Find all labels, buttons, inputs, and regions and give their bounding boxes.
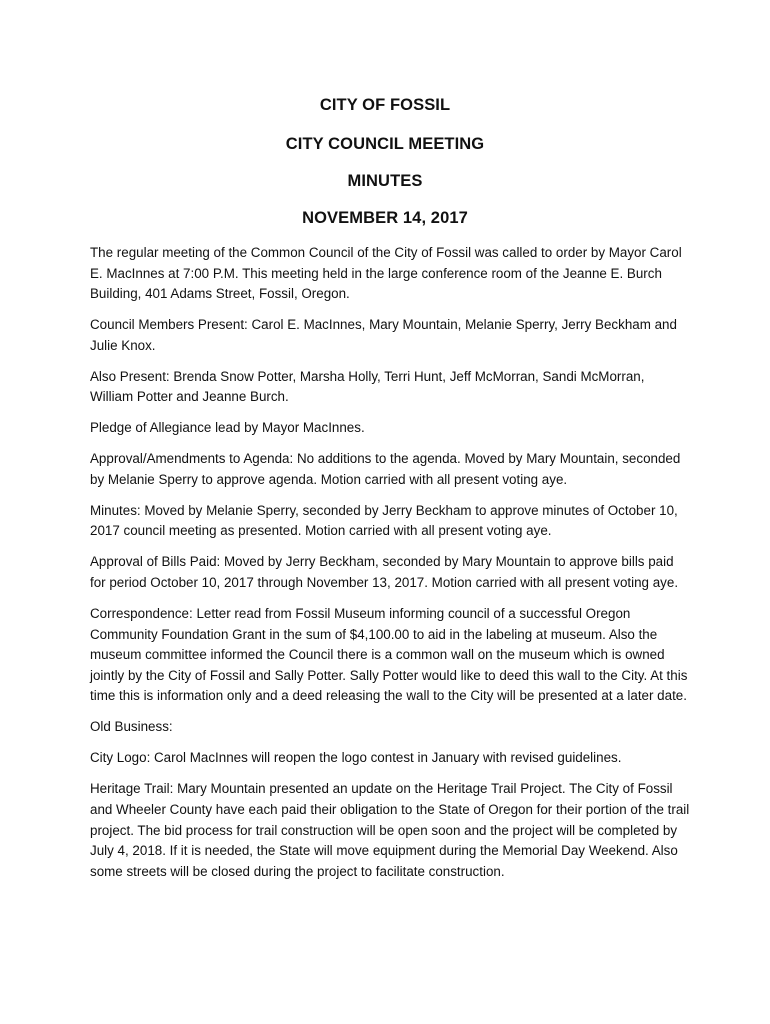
paragraph-minutes: Minutes: Moved by Melanie Sperry, seconded by Jerry Beckham to approve minutes of October 10, 2017 council meeting as presented. Motion carried with all present voting aye. [90, 502, 678, 539]
paragraph-old-business: Old Business: [90, 719, 173, 735]
minutes-body [90, 243, 690, 893]
header-city: CITY OF FOSSIL [319, 96, 451, 114]
paragraph-agenda: Approval/Amendments to Agenda: No additions to the agenda. Moved by Mary Mountain, seconded by Melanie Sperry to approve agenda. Motion carried with all present voting aye. [90, 451, 681, 487]
paragraph-pledge: Pledge of Allegiance lead by Mayor MacInnes. [90, 420, 365, 436]
paragraph-correspondence: Correspondence: Letter read from Fossil Museum informing council of a successful Oregon Community Foundation Grant in the sum of $4,100.00 to aid in the labeling at museum. Also the museum committee informed the Council there is a common wall on the museum which is owned jointly by the City of Fossil and Sally Potter. Sally Potter would like to deed this wall to the City. At this time this is information only and a deed releasing the wall to the City will be presented at a later date. [90, 606, 688, 704]
paragraph-call-to-order: The regular meeting of the Common Council of the City of Fossil was called to order by Mayor Carol E. MacInnes at 7:00 P.M. This meeting held in the large conference room of the Jeanne E. Burch Building, 401 Adams Street, Fossil, Oregon. [90, 245, 682, 302]
paragraph-members-present: Council Members Present: Carol E. MacInnes, Mary Mountain, Melanie Sperry, Jerry Beckham and Julie Knox. [90, 317, 677, 353]
paragraph-city-logo: City Logo: Carol MacInnes will reopen the logo contest in January with revised guidelines. [90, 750, 622, 766]
paragraph-bills: Approval of Bills Paid: Moved by Jerry Beckham, seconded by Mary Mountain to approve bills paid for period October 10, 2017 through November 13, 2017. Motion carried with all present voting aye. [90, 554, 679, 591]
header-minutes: MINUTES [347, 172, 423, 190]
header-meeting: CITY COUNCIL MEETING [285, 135, 485, 153]
paragraph-heritage-trail: Heritage Trail: Mary Mountain presented an update on the Heritage Trail Project. The City of Fossil and Wheeler County have each paid their obligation to the State of Oregon for their portion of the trail project. The bid process for trail construction will be open soon and the project will be completed by July 4, 2018. If it is needed, the State will move equipment during the Memorial Day Weekend. Also some streets will be closed during the project to facilitate construction. [90, 781, 690, 879]
paragraph-also-present: Also Present: Brenda Snow Potter, Marsha Holly, Terri Hunt, Jeff McMorran, Sandi McMorran, William Potter and Jeanne Burch. [90, 368, 645, 405]
header-date: NOVEMBER 14, 2017 [302, 209, 468, 227]
